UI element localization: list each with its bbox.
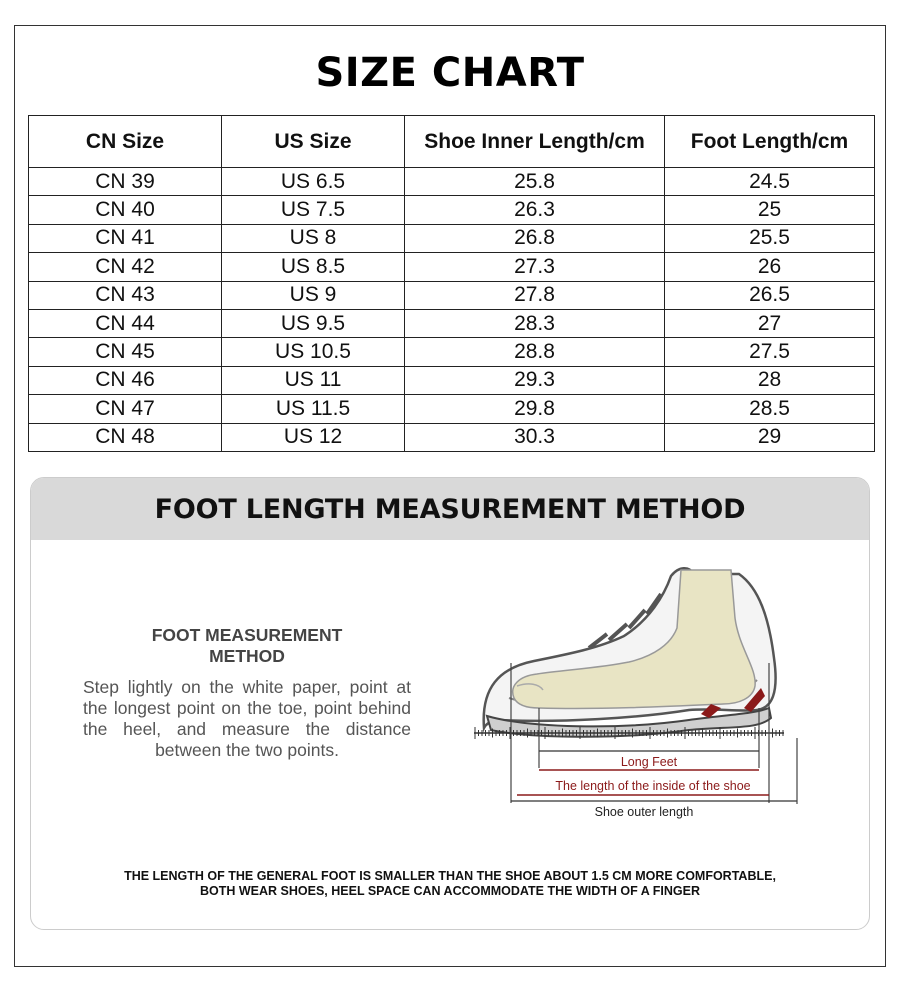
cn-size-cell: CN 45 [29,338,222,366]
foot-length-cell: 26 [665,253,875,281]
cn-size-cell: CN 48 [29,423,222,451]
table-row [29,168,875,196]
foot-length-cell: 24.5 [665,168,875,196]
cn-size-cell: CN 44 [29,309,222,337]
cn-size-cell: CN 42 [29,253,222,281]
inner-length-cell: 30.3 [405,423,665,451]
inner-length-cell: 27.8 [405,281,665,309]
header-us-size: US Size [222,116,405,168]
foot-length-cell: 26.5 [665,281,875,309]
foot-length-cell: 28.5 [665,395,875,423]
measurement-method-panel [30,477,870,930]
us-size-cell: US 9.5 [222,309,405,337]
section-title: FOOT LENGTH MEASUREMENT METHOD [154,494,746,525]
cn-size-cell: CN 43 [29,281,222,309]
us-size-cell: US 6.5 [222,168,405,196]
inner-length-cell: 28.8 [405,338,665,366]
header-cn-size: CN Size [29,116,222,168]
cn-size-cell: CN 39 [29,168,222,196]
table-row [29,395,875,423]
foot-length-cell: 25 [665,196,875,224]
foot-length-cell: 27.5 [665,338,875,366]
foot-length-cell: 27 [665,309,875,337]
method-subtitle-line1: FOOT MEASUREMENT [151,625,343,645]
cn-size-cell: CN 47 [29,395,222,423]
comfort-note-line1: THE LENGTH OF THE GENERAL FOOT IS SMALLER THAN THE SHOE ABOUT 1.5 CM MORE COMFORTABLE, [124,869,776,883]
header-shoe-inner-length: Shoe Inner Length/cm [405,116,665,168]
table-row [29,309,875,337]
method-subtitle-line2: METHOD [209,646,285,666]
us-size-cell: US 12 [222,423,405,451]
us-size-cell: US 7.5 [222,196,405,224]
table-header-row [29,116,875,168]
comfort-note [31,869,869,899]
table-row [29,281,875,309]
method-subtitle [117,625,377,667]
inner-length-cell: 29.3 [405,366,665,394]
cn-size-cell: CN 40 [29,196,222,224]
header-foot-length: Foot Length/cm [665,116,875,168]
page-title: SIZE CHART [315,50,585,96]
outer-length-label: Shoe outer length [594,805,694,819]
inner-length-cell: 28.3 [405,309,665,337]
table-row [29,423,875,451]
table-row [29,224,875,252]
us-size-cell: US 8 [222,224,405,252]
method-description: Step lightly on the white paper, point at the longest point on the toe, point behind the heel, and measure the distance between the two points. [83,677,411,760]
table-row [29,196,875,224]
inner-length-cell: 26.3 [405,196,665,224]
foot-in-shoe-illustration [439,558,809,823]
inner-length-cell: 26.8 [405,224,665,252]
us-size-cell: US 10.5 [222,338,405,366]
cn-size-cell: CN 41 [29,224,222,252]
inner-length-label: The length of the inside of the shoe [555,779,751,793]
us-size-cell: US 11.5 [222,395,405,423]
foot-length-cell: 25.5 [665,224,875,252]
cn-size-cell: CN 46 [29,366,222,394]
us-size-cell: US 9 [222,281,405,309]
foot-length-cell: 28 [665,366,875,394]
size-table [28,115,875,452]
table-row [29,366,875,394]
inner-length-cell: 29.8 [405,395,665,423]
table-row [29,338,875,366]
table-row [29,253,875,281]
comfort-note-line2: BOTH WEAR SHOES, HEEL SPACE CAN ACCOMMODATE THE WIDTH OF A FINGER [200,884,700,898]
inner-length-cell: 25.8 [405,168,665,196]
us-size-cell: US 8.5 [222,253,405,281]
foot-length-cell: 29 [665,423,875,451]
us-size-cell: US 11 [222,366,405,394]
inner-length-cell: 27.3 [405,253,665,281]
long-feet-label: Long Feet [620,755,678,769]
